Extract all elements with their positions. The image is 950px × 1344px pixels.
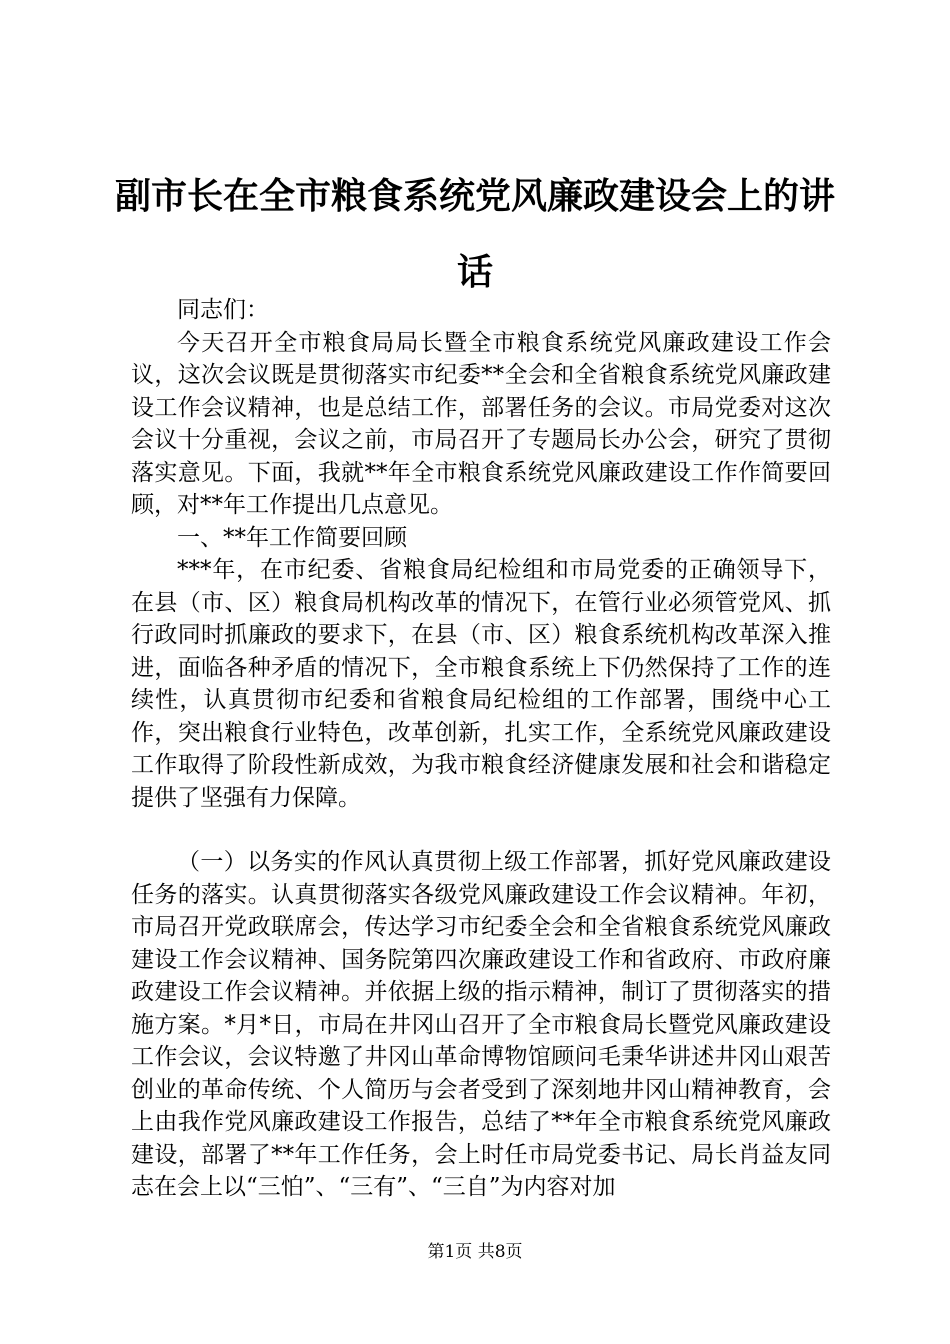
review-paragraph: ***年，在市纪委、省粮食局纪检组和市局党委的正确领导下，在县（市、区）粮食局机构改革的情况下，在管行业必须管党风、抓行政同时抓廉政的要求下，在县（市、区）粮食系统机构改革深入推进，面临各种矛盾的情况下，全市粮食系统上下仍然保持了工作的连续性，认真贯彻市纪委和省粮食局纪检组的工作部署，围绕中心工作，突出粮食行业特色，改革创新，扎实工作，全系统党风廉政建设工作取得了阶段性新成效，为我市粮食经济健康发展和社会和谐稳定提供了坚强有力保障。 <box>131 557 831 811</box>
subsection-paragraph: （一）以务实的作风认真贯彻上级工作部署，抓好党风廉政建设任务的落实。认真贯彻落实各级党风廉政建设工作会议精神。年初，市局召开党政联席会，传达学习市纪委全会和全省粮食系统党风廉政建设工作会议精神、国务院第四次廉政建设工作和省政府、市政府廉政建设工作会议精神。并依据上级的指示精神，制订了贯彻落实的措施方案。*月*日，市局在井冈山召开了全市粮食局长暨党风廉政建设工作会议，会议特邀了井冈山革命博物馆顾问毛秉华讲述井冈山艰苦创业的革命传统、个人简历与会者受到了深刻地井冈山精神教育，会上由我作党风廉政建设工作报告，总结了**年全市粮食系统党风廉政建设，部署了**年工作任务，会上时任市局党委书记、局长肖益友同志在会上以“三怕”、“三有”、“三自”为内容对加 <box>131 849 831 1200</box>
page-number-footer: 第1页 共8页 <box>427 1242 523 1262</box>
section-heading: 一、**年工作简要回顾 <box>177 524 407 551</box>
salutation-paragraph: 同志们： <box>177 297 269 323</box>
intro-paragraph: 今天召开全市粮食局局长暨全市粮食系统党风廉政建设工作会议，这次会议既是贯彻落实市纪委**全会和全省粮食系统党风廉政建设工作会议精神，也是总结工作，部署任务的会议。市局党委对这次会议十分重视，会议之前，市局召开了专题局长办公会，研究了贯彻落实意见。下面，我就**年全市粮食系统党风廉政建设工作作简要回顾，对**年工作提出几点意见。 <box>131 329 831 518</box>
document-title: 副市长在全市粮食系统党风廉政建设会上的讲话 <box>114 175 835 293</box>
document-body <box>131 294 831 1204</box>
